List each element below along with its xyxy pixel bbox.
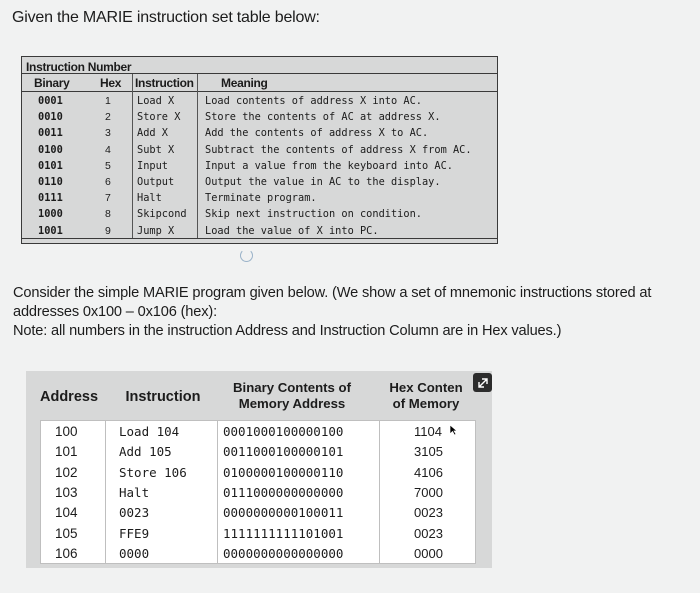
header-hex-line2: of Memory bbox=[392, 396, 460, 411]
meaning-cell: Load the value of X into PC. bbox=[205, 224, 379, 237]
page-heading: Given the MARIE instruction set table below: bbox=[12, 9, 320, 26]
instruction-cell: 0023 bbox=[119, 505, 150, 521]
hex-cell: 1104 bbox=[414, 424, 442, 439]
address-cell: 100 bbox=[55, 424, 78, 439]
instruction-row bbox=[22, 175, 497, 191]
meaning-cell: Store the contents of AC at address X. bbox=[205, 111, 441, 124]
binary-cell: 0101 bbox=[38, 159, 63, 172]
binary-cell: 1001 bbox=[38, 224, 63, 237]
binary-cell: 0110 bbox=[38, 175, 63, 188]
program-table bbox=[26, 371, 492, 568]
program-description bbox=[13, 284, 693, 341]
instruction-cell: Skipcond bbox=[137, 208, 187, 221]
program-table-body bbox=[40, 420, 476, 564]
binary-cell: 0000000000000000 bbox=[223, 545, 344, 561]
hex-cell: 0023 bbox=[414, 525, 443, 541]
program-row bbox=[41, 484, 475, 504]
header-meaning: Meaning bbox=[221, 76, 268, 90]
header-hex-contents bbox=[378, 380, 474, 412]
program-row bbox=[41, 525, 475, 545]
hex-cell: 2 bbox=[105, 111, 111, 124]
description-line: Consider the simple MARIE program given below. (We show a set of mnemonic instructions stored at addresses 0x100 – 0x106 (hex): bbox=[13, 285, 652, 320]
address-cell: 104 bbox=[55, 505, 78, 521]
hex-cell: 3105 bbox=[414, 444, 443, 460]
instruction-cell: Add 105 bbox=[119, 444, 172, 460]
hex-cell: 0000 bbox=[414, 545, 443, 561]
instruction-row bbox=[22, 94, 497, 110]
hex-cell: 4 bbox=[105, 143, 111, 156]
loading-circle-icon bbox=[240, 249, 253, 262]
meaning-cell: Skip next instruction on condition. bbox=[205, 208, 422, 221]
instruction-set-rows bbox=[22, 94, 497, 240]
binary-cell: 1111111111101001 bbox=[223, 525, 344, 541]
hex-cell: 6 bbox=[105, 175, 111, 188]
header-instruction: Instruction bbox=[135, 76, 194, 90]
hex-cell: 8 bbox=[105, 208, 111, 221]
binary-cell: 0100 bbox=[38, 143, 63, 156]
meaning-cell: Load contents of address X into AC. bbox=[205, 95, 422, 107]
hex-cell: 1 bbox=[105, 95, 111, 107]
meaning-cell: Subtract the contents of address X from AC. bbox=[205, 143, 472, 156]
address-cell: 103 bbox=[55, 484, 78, 500]
instruction-row bbox=[22, 126, 497, 142]
hex-cell: 7000 bbox=[414, 484, 443, 500]
instruction-cell: Load X bbox=[137, 95, 175, 107]
instruction-cell: Store X bbox=[137, 111, 181, 124]
instruction-cell: Input bbox=[137, 159, 168, 172]
hex-cell: 4106 bbox=[414, 464, 443, 480]
program-row bbox=[41, 464, 475, 484]
header-binary: Binary bbox=[34, 76, 70, 90]
instruction-row bbox=[22, 143, 497, 159]
binary-cell: 0011000100000101 bbox=[223, 444, 344, 460]
program-row bbox=[41, 545, 475, 565]
instruction-set-table bbox=[21, 56, 498, 244]
header-binary-contents bbox=[222, 380, 362, 412]
header-binary-line2: Memory Address bbox=[238, 396, 346, 411]
header-address: Address bbox=[39, 389, 99, 405]
address-cell: 105 bbox=[55, 525, 78, 541]
program-row bbox=[41, 504, 475, 524]
meaning-cell: Input a value from the keyboard into AC. bbox=[205, 159, 453, 172]
binary-cell: 0011 bbox=[38, 127, 63, 140]
instruction-row bbox=[22, 159, 497, 175]
program-row bbox=[41, 443, 475, 463]
binary-cell: 0000000000100011 bbox=[223, 505, 344, 521]
hex-cell: 3 bbox=[105, 127, 111, 140]
hex-cell: 7 bbox=[105, 192, 111, 205]
instruction-cell: Halt bbox=[137, 192, 162, 205]
hex-cell: 9 bbox=[105, 224, 111, 237]
header-binary-line1: Binary Contents of bbox=[233, 380, 351, 395]
instruction-cell: Add X bbox=[137, 127, 168, 140]
header-hex-line1: Hex Conten bbox=[389, 380, 463, 395]
instruction-cell: Store 106 bbox=[119, 464, 187, 480]
binary-cell: 0001000100000100 bbox=[223, 424, 344, 439]
header-instruction: Instruction bbox=[125, 389, 201, 405]
meaning-cell: Terminate program. bbox=[205, 192, 317, 205]
instruction-cell: Load 104 bbox=[119, 424, 180, 439]
instruction-cell: Halt bbox=[119, 484, 150, 500]
instruction-cell: Jump X bbox=[137, 224, 175, 237]
instruction-cell: FFE9 bbox=[119, 525, 150, 541]
instruction-cell: Subt X bbox=[137, 143, 175, 156]
program-row bbox=[41, 423, 475, 443]
instruction-row bbox=[22, 191, 497, 207]
meaning-cell: Output the value in AC to the display. bbox=[205, 175, 441, 188]
hex-cell: 5 bbox=[105, 159, 111, 172]
meaning-cell: Add the contents of address X to AC. bbox=[205, 127, 429, 140]
note-line: Note: all numbers in the instruction Address and Instruction Column are in Hex values.) bbox=[13, 323, 562, 339]
binary-cell: 1000 bbox=[38, 208, 63, 221]
instruction-cell: 0000 bbox=[119, 545, 150, 561]
mouse-cursor-icon bbox=[449, 424, 458, 436]
binary-cell: 0010 bbox=[38, 111, 63, 124]
instruction-row bbox=[22, 207, 497, 223]
address-cell: 101 bbox=[55, 444, 78, 460]
binary-cell: 0001 bbox=[38, 95, 63, 107]
instruction-cell: Output bbox=[137, 175, 175, 188]
expand-icon bbox=[477, 377, 489, 389]
address-cell: 102 bbox=[55, 464, 78, 480]
binary-cell: 0111000000000000 bbox=[223, 484, 344, 500]
hex-cell: 0023 bbox=[414, 505, 443, 521]
header-hex: Hex bbox=[100, 76, 122, 90]
address-cell: 106 bbox=[55, 545, 78, 561]
instruction-row bbox=[22, 110, 497, 126]
binary-cell: 0100000100000110 bbox=[223, 464, 344, 480]
instruction-number-title: Instruction Number bbox=[26, 60, 132, 74]
binary-cell: 0111 bbox=[38, 192, 63, 205]
expand-button[interactable] bbox=[473, 373, 492, 392]
